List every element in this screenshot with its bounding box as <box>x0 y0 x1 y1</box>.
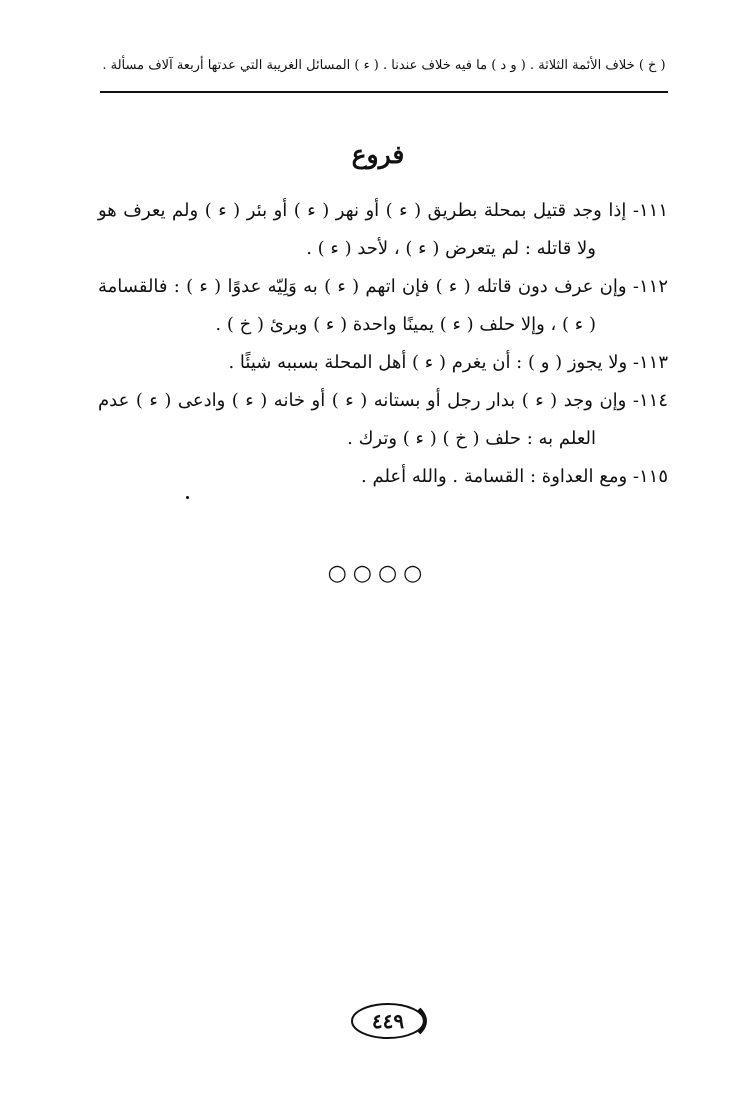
issue-111 <box>98 192 668 268</box>
header-rule <box>100 91 668 93</box>
issue-line-continuation: ولا قاتله : لم يتعرض ( ء ) ، لأحد ( ء ) . <box>306 238 596 259</box>
running-header: ( خ ) خلاف الأئمة الثلاثة . ( و د ) ما فيه خلاف عندنا . ( ء ) المسائل الغريبة التي عدتها أربعة آلاف مسألة . <box>102 58 666 73</box>
issue-text: ومع العداوة : القسامة . والله أعلم . <box>361 466 628 487</box>
issue-text: ولا يجوز ( و ) : أن يغرم ( ء ) أهل المحلة بسببه شيئًا . <box>228 352 628 373</box>
issue-text: وإن عرف دون قاتله ( ء ) فإن اتهم ( ء ) به وَلِيّه عدوًا ( ء ) : فالقسامة <box>98 276 627 297</box>
issue-number: ١١١- <box>632 200 668 221</box>
issue-line-first <box>98 458 668 496</box>
issues-list <box>98 192 668 496</box>
stray-dot <box>186 496 189 499</box>
issue-115 <box>98 458 668 496</box>
end-ornament: ○○○○ <box>327 561 429 586</box>
page-number: ٤٤٩ <box>371 1009 405 1033</box>
issue-line-continuation: العلم به : حلف ( خ ) ( ء ) وترك . <box>347 428 596 449</box>
issue-number: ١١٥- <box>632 466 668 487</box>
issue-112 <box>98 268 668 344</box>
issue-line-first <box>98 344 668 382</box>
issue-line-continuation: ( ء ) ، وإلا حلف ( ء ) يمينًا واحدة ( ء ) وبرئ ( خ ) . <box>215 314 596 335</box>
issue-line-first <box>98 192 668 230</box>
issue-text: إذا وجد قتيل بمحلة بطريق ( ء ) أو نهر ( ء ) أو بئر ( ء ) ولم يعرف هو <box>98 200 627 221</box>
section-title: فروع <box>351 140 405 169</box>
page-number-badge <box>347 1000 429 1042</box>
issue-line-first <box>98 268 668 306</box>
issue-text: وإن وجد ( ء ) بدار رجل أو بستانه ( ء ) أو خانه ( ء ) وادعى ( ء ) عدم <box>98 390 627 411</box>
issue-number: ١١٤- <box>632 390 668 411</box>
issue-number: ١١٢- <box>632 276 668 297</box>
issue-line-first <box>98 382 668 420</box>
issue-number: ١١٣- <box>632 352 668 373</box>
issue-114 <box>98 382 668 458</box>
issue-113 <box>98 344 668 382</box>
